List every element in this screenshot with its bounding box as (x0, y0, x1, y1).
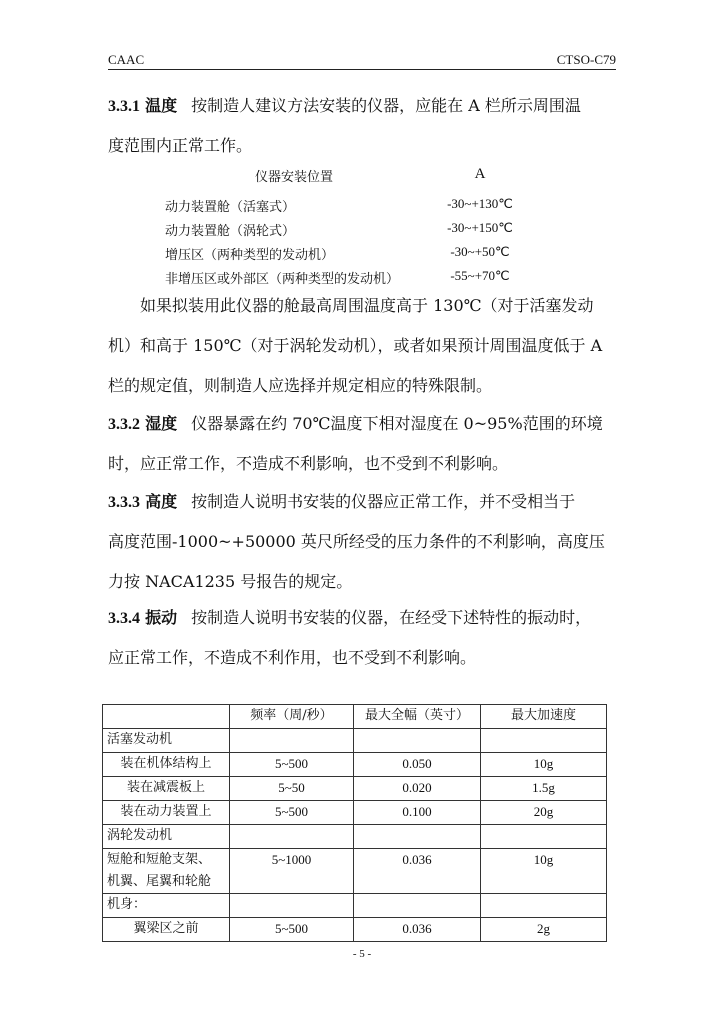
header-rule (108, 69, 616, 70)
frequency-cell: 5~500 (230, 918, 354, 942)
header-doc-id: CTSO-C79 (556, 52, 616, 67)
amplitude-cell: 0.050 (354, 753, 481, 777)
header-cell (103, 705, 230, 729)
table-row (103, 729, 607, 753)
acceleration-cell: 1.5g (481, 777, 607, 801)
section-3-3-2 (108, 404, 618, 484)
acceleration-cell: 10g (481, 753, 607, 777)
row-label-line: 短舱和短舱支架、 (107, 852, 212, 867)
location: 非增压区或外部区（两种类型的发动机） (165, 272, 400, 287)
vibration-table (102, 704, 607, 942)
section-3-3-4 (108, 598, 618, 678)
frequency-cell (230, 894, 354, 918)
temperature-range: -30~+150℃ (447, 220, 513, 235)
table-row (103, 894, 607, 918)
frequency-cell: 5~50 (230, 777, 354, 801)
section-text: 仪器暴露在约 70℃温度下相对湿度在 0~95%范围的环境 (191, 414, 603, 433)
section-text: 时，应正常工作，不造成不利影响，也不受到不利影响。 (108, 454, 509, 473)
group-label: 涡轮发动机 (103, 825, 230, 849)
section-text: 应正常工作，不造成不利作用，也不受到不利影响。 (108, 648, 477, 667)
amplitude-cell: 0.036 (354, 918, 481, 942)
section-3-3-1 (108, 86, 618, 166)
frequency-cell: 5~1000 (230, 849, 354, 894)
acceleration-cell: 10g (481, 849, 607, 894)
row-label-line: 机翼、尾翼和轮舱 (107, 874, 212, 889)
header-cell: 频率（周/秒） (230, 705, 354, 729)
amplitude-cell (354, 894, 481, 918)
section-title: 温度 (145, 96, 178, 115)
header-cell: 最大加速度 (481, 705, 607, 729)
section-text: 度范围内正常工作。 (108, 136, 253, 155)
temperature-range: -30~+50℃ (450, 244, 510, 259)
section-number: 3.3.1 (108, 98, 140, 115)
temperature-range: -55~+70℃ (450, 268, 510, 283)
note-text: 如果拟装用此仪器的舱最高周围温度高于 130℃（对于活塞发动 (140, 296, 594, 315)
section-title: 振动 (145, 608, 178, 627)
header-column-a: A (474, 166, 486, 182)
acceleration-cell: 20g (481, 801, 607, 825)
temperature-row (165, 244, 545, 268)
section-3-3-3 (108, 482, 618, 602)
amplitude-cell: 0.036 (354, 849, 481, 894)
section-number: 3.3.3 (108, 494, 140, 511)
section-number: 3.3.2 (108, 416, 140, 433)
row-label: 翼梁区之前 (103, 918, 230, 942)
note-text: 机）和高于 150℃（对于涡轮发动机），或者如果预计周围温度低于 A (108, 336, 603, 355)
temperature-row (165, 196, 545, 220)
location: 动力装置舱（活塞式） (165, 200, 296, 215)
acceleration-cell (481, 894, 607, 918)
group-label: 活塞发动机 (103, 729, 230, 753)
note-text: 栏的规定值，则制造人应选择并规定相应的特殊限制。 (108, 376, 493, 395)
section-text: 力按 NACA1235 号报告的规定。 (108, 572, 353, 591)
location: 动力装置舱（涡轮式） (165, 224, 296, 239)
temperature-table-header (165, 166, 545, 190)
section-text: 按制造人说明书安装的仪器应正常工作，并不受相当于 (191, 492, 576, 511)
table-header-row (103, 705, 607, 729)
header-cell: 最大全幅（英寸） (354, 705, 481, 729)
row-label: 装在动力装置上 (103, 801, 230, 825)
table-row (103, 801, 607, 825)
amplitude-cell: 0.020 (354, 777, 481, 801)
section-text: 按制造人说明书安装的仪器，在经受下述特性的振动时， (191, 608, 592, 627)
row-label (103, 849, 230, 894)
amplitude-cell: 0.100 (354, 801, 481, 825)
table-row (103, 753, 607, 777)
temperature-row (165, 220, 545, 244)
frequency-cell: 5~500 (230, 753, 354, 777)
temperature-note (108, 286, 618, 326)
section-text: 高度范围-1000~+50000 英尺所经受的压力条件的不利影响，高度压 (108, 532, 605, 551)
acceleration-cell: 2g (481, 918, 607, 942)
row-label: 装在机体结构上 (103, 753, 230, 777)
temperature-range: -30~+130℃ (447, 196, 513, 211)
table-row (103, 918, 607, 942)
table-row (103, 777, 607, 801)
header-location: 仪器安装位置 (255, 170, 334, 185)
section-text: 按制造人建议方法安装的仪器，应能在 A 栏所示周围温 (191, 96, 581, 115)
row-label: 装在减震板上 (103, 777, 230, 801)
location: 增压区（两种类型的发动机） (165, 248, 335, 263)
section-number: 3.3.4 (108, 610, 140, 627)
page-number: - 5 - (352, 948, 372, 960)
table-row (103, 825, 607, 849)
section-title: 湿度 (145, 414, 178, 433)
header-org: CAAC (108, 52, 145, 67)
frequency-cell: 5~500 (230, 801, 354, 825)
page-header (108, 52, 616, 68)
temperature-note-cont (108, 326, 618, 406)
row-label: 机身： (103, 894, 230, 918)
table-row (103, 849, 607, 894)
section-title: 高度 (145, 492, 178, 511)
